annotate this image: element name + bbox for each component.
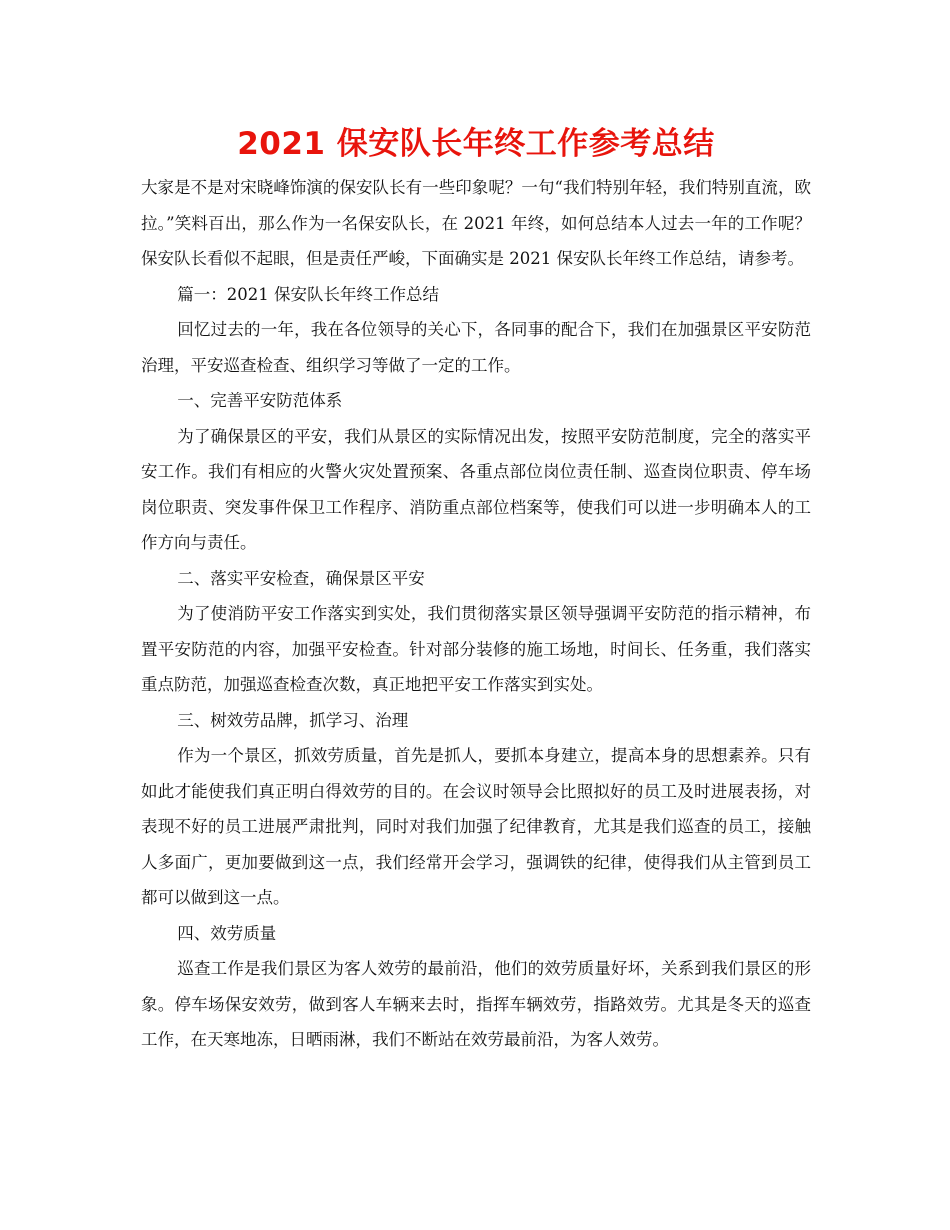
section-heading-1: 一、完善平安防范体系 — [177, 391, 343, 410]
section-heading-2: 二、落实平安检查，确保景区平安 — [177, 568, 425, 588]
paragraph-section-1: 为了确保景区的平安，我们从景区的实际情况出发，按照平安防范制度，完全的落实平安工作。我们有相应的火警火灾处置预案、各重点部位岗位责任制、巡查岗位职责、停车场岗位职责、突发事件保卫工作程序、消防重点部位档案等，使我们可以进一步明确本人的工作方向与责任。 — [141, 426, 811, 552]
paragraph-section-4: 巡查工作是我们景区为客人效劳的最前沿，他们的效劳质量好坏，关系到我们景区的形象。停车场保安效劳，做到客人车辆来去时，指挥车辆效劳，指路效劳。尤其是冬天的巡查工作，在天寒地冻，日晒雨淋，我们不断站在效劳最前沿，为客人效劳。 — [141, 959, 811, 1049]
paragraph-article-heading: 篇一：2021 保安队长年终工作总结 — [177, 284, 440, 304]
paragraph-section-3: 作为一个景区，抓效劳质量，首先是抓人，要抓本身建立，提高本身的思想素养。只有如此才能使我们真正明白得效劳的目的。在会议时领导会比照拟好的员工及时进展表扬，对表现不好的员工进展严肃批判，同时对我们加强了纪律教育，尤其是我们巡查的员工，接触人多面广，更加要做到这一点，我们经常开会学习，强调铁的纪律，使得我们从主管到员工都可以做到这一点。 — [141, 746, 811, 907]
document-body — [141, 170, 811, 1058]
paragraph-section-2: 为了使消防平安工作落实到实处，我们贯彻落实景区领导强调平安防范的指示精神，布置平安防范的内容，加强平安检查。针对部分装修的施工场地，时间长、任务重，我们落实重点防范，加强巡查检查次数，真正地把平安工作落实到实处。 — [141, 604, 811, 694]
section-heading-4: 四、效劳质量 — [177, 923, 277, 943]
paragraph-intro: 大家是不是对宋晓峰饰演的保安队长有一些印象呢？一句“我们特别年轻，我们特别直流，欧拉。”笑料百出，那么作为一名保安队长，在 2021 年终，如何总结本人过去一年的工作呢？保安队长看似不起眼，但是责任严峻，下面确实是 2021 保安队长年终工作总结，请参考。 — [141, 178, 811, 268]
document-page — [141, 118, 811, 1058]
paragraph-review: 回忆过去的一年，我在各位领导的关心下，各同事的配合下，我们在加强景区平安防范治理，平安巡查检查、组织学习等做了一定的工作。 — [141, 320, 811, 375]
section-heading-3: 三、树效劳品牌，抓学习、治理 — [177, 710, 409, 730]
document-title: 2021 保安队长年终工作参考总结 — [237, 126, 715, 162]
